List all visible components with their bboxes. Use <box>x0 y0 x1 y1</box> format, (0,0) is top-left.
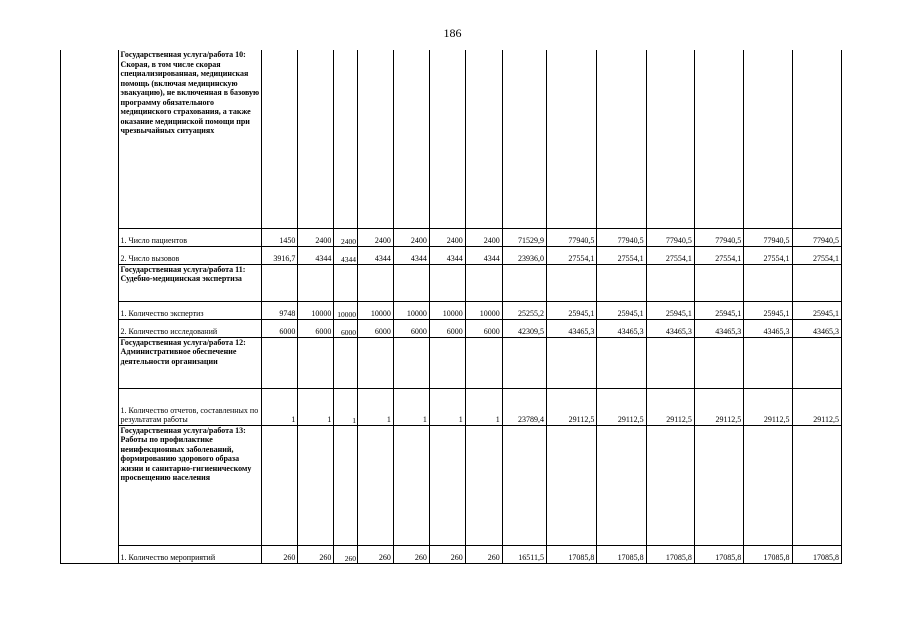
value-cell: 260 <box>393 545 429 563</box>
empty-cell <box>646 337 694 388</box>
indicator-name: 2. Количество исследований <box>118 319 262 337</box>
value-cell: 17085,8 <box>546 545 596 563</box>
table-row <box>61 246 842 264</box>
value-cell: 1 <box>334 388 358 425</box>
value-cell: 2400 <box>334 228 358 246</box>
value-cell: 43465,3 <box>646 319 694 337</box>
leading-cell <box>61 246 119 264</box>
section-title: Государственная услуга/работа 11: Судебно-медицинская экспертиза <box>118 264 262 301</box>
empty-cell <box>744 264 792 301</box>
empty-cell <box>792 337 841 388</box>
value-cell: 3916,7 <box>262 246 298 264</box>
section-header-row <box>61 50 842 228</box>
empty-cell <box>646 425 694 545</box>
value-cell: 1 <box>298 388 334 425</box>
value-cell: 27554,1 <box>597 246 646 264</box>
empty-cell <box>357 337 393 388</box>
section-header-row <box>61 337 842 388</box>
value-cell: 25945,1 <box>597 301 646 319</box>
value-cell: 25945,1 <box>792 301 841 319</box>
empty-cell <box>465 50 502 228</box>
empty-cell <box>298 50 334 228</box>
empty-cell <box>262 264 298 301</box>
table-row <box>61 319 842 337</box>
empty-cell <box>744 425 792 545</box>
value-cell: 27554,1 <box>646 246 694 264</box>
empty-cell <box>357 50 393 228</box>
empty-cell <box>546 337 596 388</box>
table-row <box>61 388 842 425</box>
value-cell: 10000 <box>334 301 358 319</box>
value-cell: 1 <box>465 388 502 425</box>
leading-cell <box>61 545 119 563</box>
section-title: Государственная услуга/работа 13: Работы по профилактике неинфекционных заболеваний, формированию здорового образа жизни и санитарно-гигиеническому просвещению населения <box>118 425 262 545</box>
empty-cell <box>502 425 546 545</box>
empty-cell <box>646 50 694 228</box>
indicator-name: 2. Число вызовов <box>118 246 262 264</box>
empty-cell <box>694 50 743 228</box>
value-cell: 29112,5 <box>694 388 743 425</box>
value-cell: 1450 <box>262 228 298 246</box>
value-cell: 17085,8 <box>597 545 646 563</box>
value-cell: 43465,3 <box>546 319 596 337</box>
value-cell: 6000 <box>393 319 429 337</box>
indicator-name: 1. Количество экспертиз <box>118 301 262 319</box>
value-cell: 43465,3 <box>694 319 743 337</box>
value-cell: 2400 <box>298 228 334 246</box>
value-cell: 17085,8 <box>694 545 743 563</box>
empty-cell <box>546 264 596 301</box>
value-cell: 25945,1 <box>694 301 743 319</box>
empty-cell <box>465 425 502 545</box>
empty-cell <box>298 264 334 301</box>
empty-cell <box>429 50 465 228</box>
value-cell: 71529,9 <box>502 228 546 246</box>
empty-cell <box>357 425 393 545</box>
value-cell: 4344 <box>298 246 334 264</box>
empty-cell <box>792 425 841 545</box>
value-cell: 260 <box>334 545 358 563</box>
value-cell: 42309,5 <box>502 319 546 337</box>
value-cell: 6000 <box>298 319 334 337</box>
value-cell: 77940,5 <box>744 228 792 246</box>
value-cell: 25945,1 <box>646 301 694 319</box>
value-cell: 6000 <box>262 319 298 337</box>
empty-cell <box>429 264 465 301</box>
value-cell: 27554,1 <box>546 246 596 264</box>
section-title: Государственная услуга/работа 10: Скорая, в том числе скорая специализированная, медицинская помощь (включая медицинскую эвакуацию), не включенная в базовую программу обязательного медицинского страхования, а также оказание медицинской помощи при чрезвычайных ситуациях <box>118 50 262 228</box>
leading-cell <box>61 264 119 301</box>
value-cell: 25945,1 <box>546 301 596 319</box>
value-cell: 23936,0 <box>502 246 546 264</box>
value-cell: 260 <box>298 545 334 563</box>
leading-cell <box>61 425 119 545</box>
value-cell: 10000 <box>357 301 393 319</box>
leading-cell <box>61 50 119 228</box>
empty-cell <box>546 50 596 228</box>
leading-cell <box>61 319 119 337</box>
value-cell: 4344 <box>465 246 502 264</box>
empty-cell <box>744 50 792 228</box>
value-cell: 17085,8 <box>646 545 694 563</box>
value-cell: 10000 <box>465 301 502 319</box>
value-cell: 1 <box>429 388 465 425</box>
empty-cell <box>334 264 358 301</box>
value-cell: 27554,1 <box>792 246 841 264</box>
value-cell: 1 <box>393 388 429 425</box>
section-header-row <box>61 425 842 545</box>
value-cell: 25945,1 <box>744 301 792 319</box>
empty-cell <box>597 337 646 388</box>
empty-cell <box>694 337 743 388</box>
leading-cell <box>61 388 119 425</box>
value-cell: 260 <box>357 545 393 563</box>
table-row <box>61 301 842 319</box>
value-cell: 16511,5 <box>502 545 546 563</box>
value-cell: 9748 <box>262 301 298 319</box>
value-cell: 10000 <box>429 301 465 319</box>
indicator-name: 1. Количество мероприятий <box>118 545 262 563</box>
value-cell: 10000 <box>393 301 429 319</box>
empty-cell <box>393 50 429 228</box>
empty-cell <box>465 264 502 301</box>
value-cell: 77940,5 <box>694 228 743 246</box>
empty-cell <box>334 50 358 228</box>
value-cell: 29112,5 <box>646 388 694 425</box>
empty-cell <box>502 337 546 388</box>
value-cell: 29112,5 <box>744 388 792 425</box>
empty-cell <box>744 337 792 388</box>
value-cell: 6000 <box>465 319 502 337</box>
value-cell: 17085,8 <box>792 545 841 563</box>
empty-cell <box>694 264 743 301</box>
empty-cell <box>298 425 334 545</box>
plan-table <box>60 50 842 564</box>
empty-cell <box>334 425 358 545</box>
value-cell: 77940,5 <box>792 228 841 246</box>
empty-cell <box>597 50 646 228</box>
empty-cell <box>502 50 546 228</box>
empty-cell <box>334 337 358 388</box>
value-cell: 260 <box>262 545 298 563</box>
value-cell: 77940,5 <box>646 228 694 246</box>
value-cell: 6000 <box>357 319 393 337</box>
value-cell: 2400 <box>357 228 393 246</box>
value-cell: 27554,1 <box>694 246 743 264</box>
empty-cell <box>393 264 429 301</box>
value-cell: 29112,5 <box>792 388 841 425</box>
empty-cell <box>429 337 465 388</box>
empty-cell <box>429 425 465 545</box>
value-cell: 4344 <box>429 246 465 264</box>
value-cell: 6000 <box>334 319 358 337</box>
value-cell: 1 <box>357 388 393 425</box>
value-cell: 2400 <box>429 228 465 246</box>
empty-cell <box>792 264 841 301</box>
value-cell: 23789,4 <box>502 388 546 425</box>
empty-cell <box>646 264 694 301</box>
value-cell: 6000 <box>429 319 465 337</box>
empty-cell <box>357 264 393 301</box>
value-cell: 4344 <box>357 246 393 264</box>
empty-cell <box>262 50 298 228</box>
value-cell: 43465,3 <box>744 319 792 337</box>
empty-cell <box>597 264 646 301</box>
value-cell: 77940,5 <box>597 228 646 246</box>
section-header-row <box>61 264 842 301</box>
value-cell: 2400 <box>465 228 502 246</box>
empty-cell <box>597 425 646 545</box>
value-cell: 29112,5 <box>546 388 596 425</box>
value-cell: 10000 <box>298 301 334 319</box>
value-cell: 25255,2 <box>502 301 546 319</box>
empty-cell <box>502 264 546 301</box>
value-cell: 260 <box>465 545 502 563</box>
table-row <box>61 228 842 246</box>
indicator-name: 1. Число пациентов <box>118 228 262 246</box>
indicator-name: 1. Количество отчетов, составленных по результатам работы <box>118 388 262 425</box>
section-title: Государственная услуга/работа 12: Административное обеспечение деятельности организации <box>118 337 262 388</box>
value-cell: 260 <box>429 545 465 563</box>
value-cell: 17085,8 <box>744 545 792 563</box>
empty-cell <box>393 337 429 388</box>
leading-cell <box>61 337 119 388</box>
empty-cell <box>792 50 841 228</box>
page-number: 186 <box>443 26 462 40</box>
value-cell: 2400 <box>393 228 429 246</box>
empty-cell <box>262 425 298 545</box>
value-cell: 1 <box>262 388 298 425</box>
value-cell: 43465,3 <box>597 319 646 337</box>
empty-cell <box>262 337 298 388</box>
empty-cell <box>465 337 502 388</box>
value-cell: 4344 <box>393 246 429 264</box>
table-row <box>61 545 842 563</box>
value-cell: 27554,1 <box>744 246 792 264</box>
leading-cell <box>61 301 119 319</box>
empty-cell <box>393 425 429 545</box>
empty-cell <box>546 425 596 545</box>
empty-cell <box>298 337 334 388</box>
value-cell: 29112,5 <box>597 388 646 425</box>
value-cell: 4344 <box>334 246 358 264</box>
leading-cell <box>61 228 119 246</box>
value-cell: 77940,5 <box>546 228 596 246</box>
empty-cell <box>694 425 743 545</box>
value-cell: 43465,3 <box>792 319 841 337</box>
